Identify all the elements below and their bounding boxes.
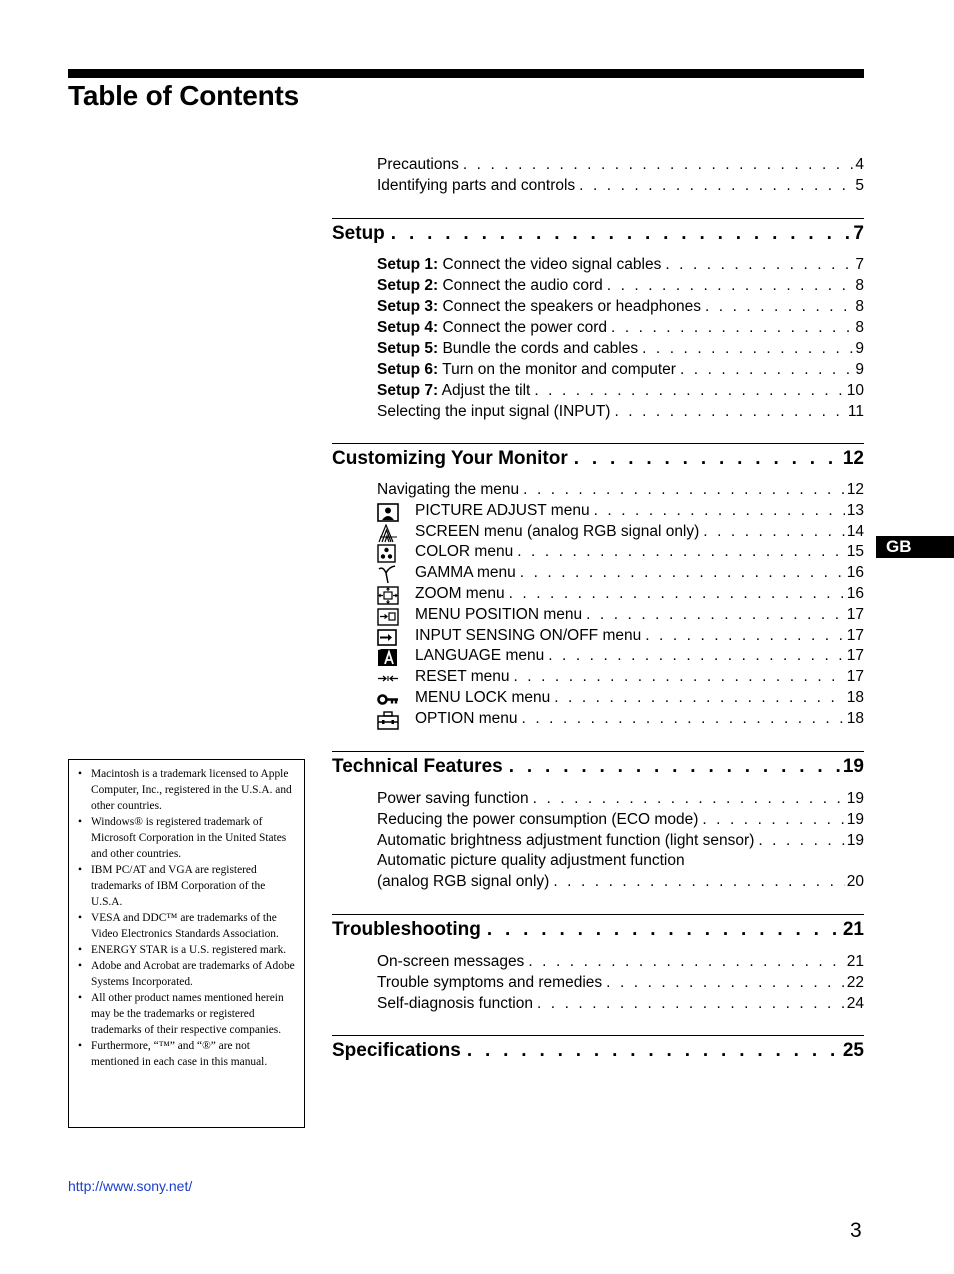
toc-entry[interactable] [377,872,864,892]
picture-adjust-icon [377,503,399,522]
toc-entry-label: (analog RGB signal only) [377,873,550,891]
toc-entry[interactable] [415,584,864,604]
toc-entry[interactable] [377,276,864,296]
toc-entry-page: 17 [846,626,864,644]
input-sensing-icon [377,628,399,647]
toolbox-icon [377,711,399,730]
toc-entry-label: Bundle the cords and cables [438,340,639,357]
toc-entry-step: Setup 5: [377,340,439,357]
toc-entry[interactable] [377,255,864,275]
toc-entry-label: LANGUAGE menu [415,647,545,665]
toc-entry-step: Setup 1: [377,256,439,273]
toc-entry[interactable] [377,952,864,972]
toc-entry[interactable] [377,810,864,830]
toc-entry-label: Navigating the menu [377,481,520,498]
toc-section-technical-features[interactable]: Technical Features . . . 19 [332,751,864,778]
toc-entry[interactable] [415,501,864,521]
toc-entry[interactable] [377,480,864,500]
toc-entry-page: 9 [855,340,864,357]
toc-entry-label: Connect the audio cord [438,277,603,294]
toc-entry-page: 15 [846,543,864,561]
toc-entry-page: 8 [855,319,864,336]
toc-section-specifications[interactable]: Specifications . . . 25 [332,1035,864,1062]
language-icon [377,648,399,667]
toc-section-setup[interactable]: Setup . . . 7 [332,218,864,245]
toc-entry[interactable] [415,563,864,583]
page-title: Table of Contents [68,80,299,111]
toc-section-customizing[interactable]: Customizing Your Monitor . . . 12 [332,443,864,470]
gamma-icon [377,565,399,584]
toc-entry-page: 17 [846,647,864,665]
toc-entry[interactable] [377,381,864,401]
toc-entry-page: 24 [846,994,864,1012]
toc-entry[interactable] [377,851,864,871]
trademark-note: • IBM PC/AT and VGA are registered trademarks of IBM Corporation of the U.S.A. [91,862,296,910]
page-number: 3 [850,1219,862,1242]
trademark-note: • ENERGY STAR is a U.S. registered mark. [91,942,296,958]
toc-entry[interactable] [415,605,864,625]
toc-entry[interactable] [377,318,864,338]
reset-icon [377,669,399,688]
toc-entry-page: 19 [846,790,864,807]
toc-entry-label: INPUT SENSING ON/OFF menu [415,626,642,644]
toc-entry[interactable] [415,542,864,562]
trademark-note: • Windows® is registered trademark of Microsoft Corporation in the United States and other countries. [91,814,296,862]
toc-entry-page: 22 [846,973,864,991]
toc-entry-label: Automatic brightness adjustment function (light sensor) [377,831,755,849]
toc-entry-label: SCREEN menu (analog RGB signal only) [415,522,700,540]
toc-entry-label: Self-diagnosis function [377,994,533,1012]
toc-entry-label: RESET menu [415,668,510,686]
toc-entry-label: COLOR menu [415,543,514,561]
menu-position-icon [377,607,399,626]
toc-entry-page: 17 [846,605,864,623]
toc-entry-step: Setup 7: [377,382,439,399]
toc-entry[interactable] [377,831,864,851]
language-tab-gb: GB [876,536,954,558]
toc-entry[interactable] [377,360,864,380]
toc-entry-page: 18 [846,709,864,727]
toc-entry-page: 16 [846,585,864,602]
toc-entry-step: Setup 2: [377,277,439,294]
toc-entry-label: Automatic picture quality adjustment function [377,852,685,870]
toc-entry-page: 8 [855,277,864,294]
toc-entry[interactable] [415,709,864,729]
toc-entry-page: 19 [846,831,864,849]
toc-entry-page: 18 [846,689,864,706]
toc-entry-label: ZOOM menu [415,585,505,602]
toc-entry-page: 20 [846,873,864,891]
trademark-note: • VESA and DDC™ are trademarks of the Video Electronics Standards Association. [91,910,296,942]
toc-entry-step: Setup 3: [377,298,439,315]
toc-entry[interactable] [377,339,864,359]
toc-entry[interactable] [377,789,864,809]
key-icon [377,690,399,709]
toc-entry-label: Trouble symptoms and remedies [377,973,603,991]
zoom-icon [377,586,399,605]
toc-entry-label: OPTION menu [415,709,518,727]
toc-entry-page: 7 [855,256,864,273]
toc-entry-label: Connect the power cord [438,319,608,336]
toc-entry-label: PICTURE ADJUST menu [415,501,590,519]
toc-entry-step: Setup 6: [377,361,439,378]
toc-entry-label: Adjust the tilt [438,382,531,399]
toc-entry[interactable] [377,994,864,1014]
toc-entry[interactable] [377,297,864,317]
toc-entry-label: MENU LOCK menu [415,689,551,706]
toc-entry-precautions[interactable]: Precautions . . . 4 [377,155,864,175]
toc-entry-label: Connect the speakers or headphones [438,298,701,315]
toc-entry-label: MENU POSITION menu [415,605,583,623]
trademark-notes [68,759,305,1128]
toc-entry[interactable] [415,688,864,708]
toc-entry-page: 17 [846,668,864,686]
toc-entry-page: 10 [846,382,864,399]
screen-icon [377,524,399,543]
toc-entry-page: 14 [846,522,864,540]
toc-entry-page: 8 [855,298,864,315]
trademark-note: • Adobe and Acrobat are trademarks of Adobe Systems Incorporated. [91,958,296,990]
toc-section-troubleshooting[interactable]: Troubleshooting . . . 21 [332,914,864,941]
toc-entry-page: 13 [846,501,864,519]
title-rule [68,69,864,78]
sony-url[interactable]: http://www.sony.net/ [68,1178,193,1194]
toc-entry-label: GAMMA menu [415,564,516,582]
toc-entry-label: Turn on the monitor and computer [438,361,676,378]
trademark-note: • Furthermore, “™” and “®” are not mentioned in each case in this manual. [91,1038,296,1070]
toc-entry-page: 16 [846,564,864,582]
toc-entry[interactable] [415,646,864,666]
toc-entry[interactable] [415,667,864,687]
toc-entry-identifying-parts[interactable]: Identifying parts and controls . . . 5 [377,176,864,196]
toc-entry-page: 21 [846,953,864,970]
toc-entry[interactable] [377,402,864,422]
toc-entry-page: 11 [847,403,864,420]
toc-entry-page: 12 [846,481,864,498]
toc-entry-step: Setup 4: [377,319,439,336]
toc-entry-label: On-screen messages [377,953,525,970]
toc-entry-label: Power saving function [377,790,529,807]
toc-entry-label: Connect the video signal cables [438,256,662,273]
toc-entry-page: 9 [855,361,864,378]
toc-entry-label: Selecting the input signal (INPUT) [377,403,611,420]
trademark-note: • All other product names mentioned herein may be the trademarks or registered trademarks of their respective companies. [91,990,296,1038]
color-icon [377,544,399,563]
toc-entry[interactable] [377,973,864,993]
toc-entry[interactable] [415,522,864,542]
toc-entry-page: 19 [846,810,864,828]
toc-entry-label: Reducing the power consumption (ECO mode) [377,810,699,828]
trademark-note: • Macintosh is a trademark licensed to Apple Computer, Inc., registered in the U.S.A. and other countries. [91,766,296,814]
toc-entry[interactable] [415,626,864,646]
